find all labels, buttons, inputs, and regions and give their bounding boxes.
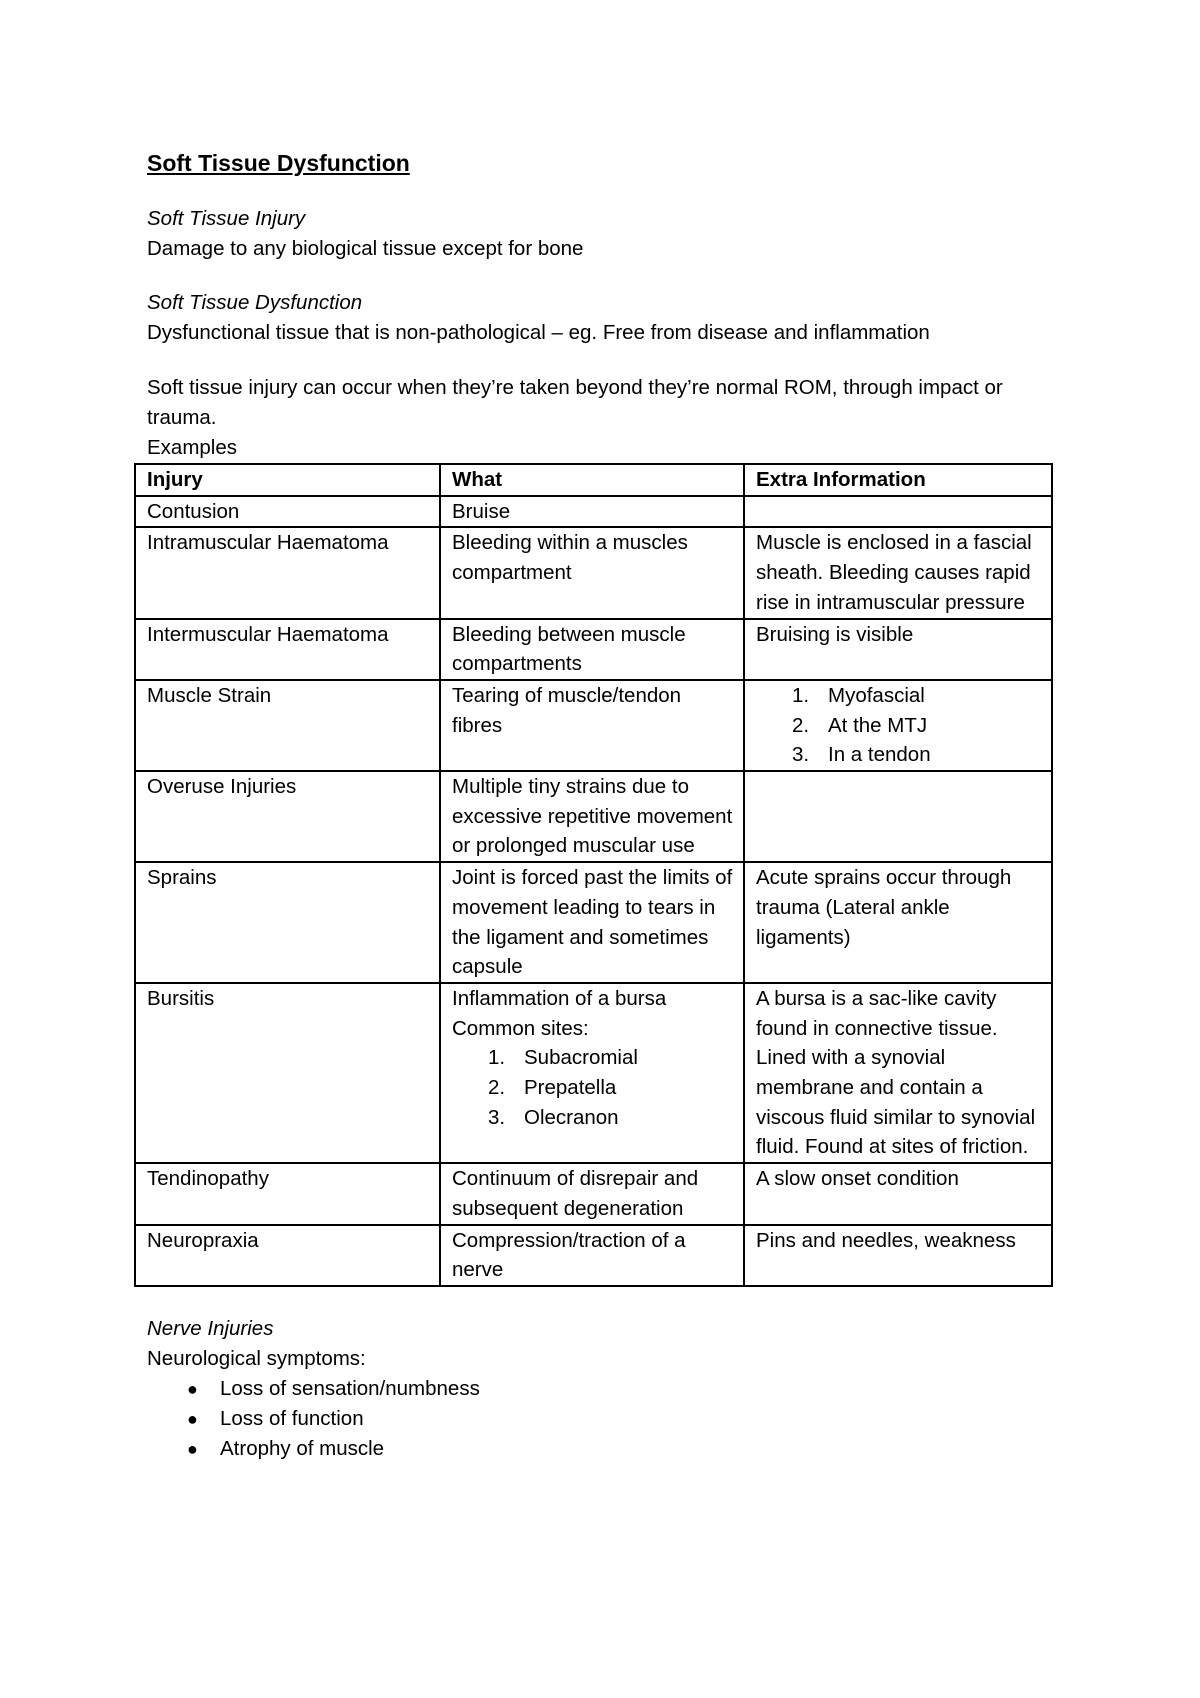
section-heading-dysfunction: Soft Tissue Dysfunction [147, 291, 363, 314]
bullet-icon: ● [187, 1438, 198, 1459]
bursitis-sites-list [452, 1043, 735, 1132]
list-item: 1. Myofascial [792, 683, 925, 707]
cell-what: Compression/traction of a nerve [440, 1225, 744, 1286]
cell-what: Bleeding within a muscles compartment [440, 527, 744, 618]
list-item: ● Loss of function [147, 1404, 1052, 1434]
cell-extra: Bruising is visible [744, 619, 1052, 680]
cell-what: Joint is forced past the limits of movement leading to tears in the ligament and sometimes capsule [440, 862, 744, 983]
list-item: 3. In a tendon [792, 743, 931, 767]
table-row [135, 496, 1052, 528]
cell-extra: A bursa is a sac-like cavity found in connective tissue. Lined with a synovial membrane and contain a viscous fluid similar to synovial fluid. Found at sites of friction. [744, 983, 1052, 1163]
table-row [135, 862, 1052, 983]
list-item: ● Loss of sensation/numbness [147, 1374, 1052, 1404]
cell-injury: Muscle Strain [135, 680, 440, 771]
section-text-dysfunction: Dysfunctional tissue that is non-pathological – eg. Free from disease and inflammation [147, 321, 930, 344]
neuro-symptoms-label: Neurological symptoms: [147, 1346, 366, 1370]
injury-table [134, 463, 1053, 1287]
cell-injury: Intramuscular Haematoma [135, 527, 440, 618]
body-paragraph: Soft tissue injury can occur when they’re taken beyond they’re normal ROM, through impact or trauma. [147, 376, 1003, 429]
table-row [135, 771, 1052, 862]
cell-extra: Muscle is enclosed in a fascial sheath. Bleeding causes rapid rise in intramuscular pressure [744, 527, 1052, 618]
cell-extra [744, 680, 1052, 771]
cell-injury: Tendinopathy [135, 1163, 440, 1224]
bullet-icon: ● [187, 1408, 198, 1429]
table-row [135, 1163, 1052, 1224]
bursitis-sites-label: Common sites: [452, 1016, 589, 1040]
neuro-symptoms-list [147, 1374, 1052, 1464]
cell-injury: Neuropraxia [135, 1225, 440, 1286]
list-item: 2. At the MTJ [792, 713, 928, 737]
cell-injury: Overuse Injuries [135, 771, 440, 862]
cell-extra [744, 496, 1052, 528]
cell-what: Bleeding between muscle compartments [440, 619, 744, 680]
cell-what [440, 983, 744, 1163]
cell-injury: Sprains [135, 862, 440, 983]
header-injury: Injury [135, 464, 440, 496]
document-page [147, 146, 1052, 1464]
section-heading-injury: Soft Tissue Injury [147, 207, 306, 230]
table-row [135, 527, 1052, 618]
list-item: 2. Prepatella [488, 1076, 617, 1100]
cell-injury: Contusion [135, 496, 440, 528]
list-item: 1. Subacromial [488, 1046, 638, 1070]
cell-injury: Intermuscular Haematoma [135, 619, 440, 680]
list-item: ● Atrophy of muscle [147, 1434, 1052, 1464]
table-row [135, 983, 1052, 1163]
examples-label: Examples [147, 436, 238, 459]
page-title: Soft Tissue Dysfunction [147, 150, 410, 176]
cell-what: Multiple tiny strains due to excessive repetitive movement or prolonged muscular use [440, 771, 744, 862]
section-text-injury: Damage to any biological tissue except for bone [147, 237, 584, 260]
table-row [135, 1225, 1052, 1286]
list-item: 3. Olecranon [488, 1105, 619, 1129]
cell-extra: A slow onset condition [744, 1163, 1052, 1224]
bursitis-definition: Inflammation of a bursa [452, 986, 667, 1010]
cell-extra: Pins and needles, weakness [744, 1225, 1052, 1286]
nerve-injuries-heading: Nerve Injuries [147, 1316, 274, 1340]
strain-locations-list [756, 681, 1043, 770]
cell-injury: Bursitis [135, 983, 440, 1163]
cell-extra: Acute sprains occur through trauma (Lateral ankle ligaments) [744, 862, 1052, 983]
table-header-row [135, 464, 1052, 496]
table-row [135, 680, 1052, 771]
header-what: What [440, 464, 744, 496]
table-row [135, 619, 1052, 680]
cell-extra [744, 771, 1052, 862]
cell-what: Bruise [440, 496, 744, 528]
cell-what: Continuum of disrepair and subsequent degeneration [440, 1163, 744, 1224]
bullet-icon: ● [187, 1378, 198, 1399]
header-extra: Extra Information [744, 464, 1052, 496]
cell-what: Tearing of muscle/tendon fibres [440, 680, 744, 771]
